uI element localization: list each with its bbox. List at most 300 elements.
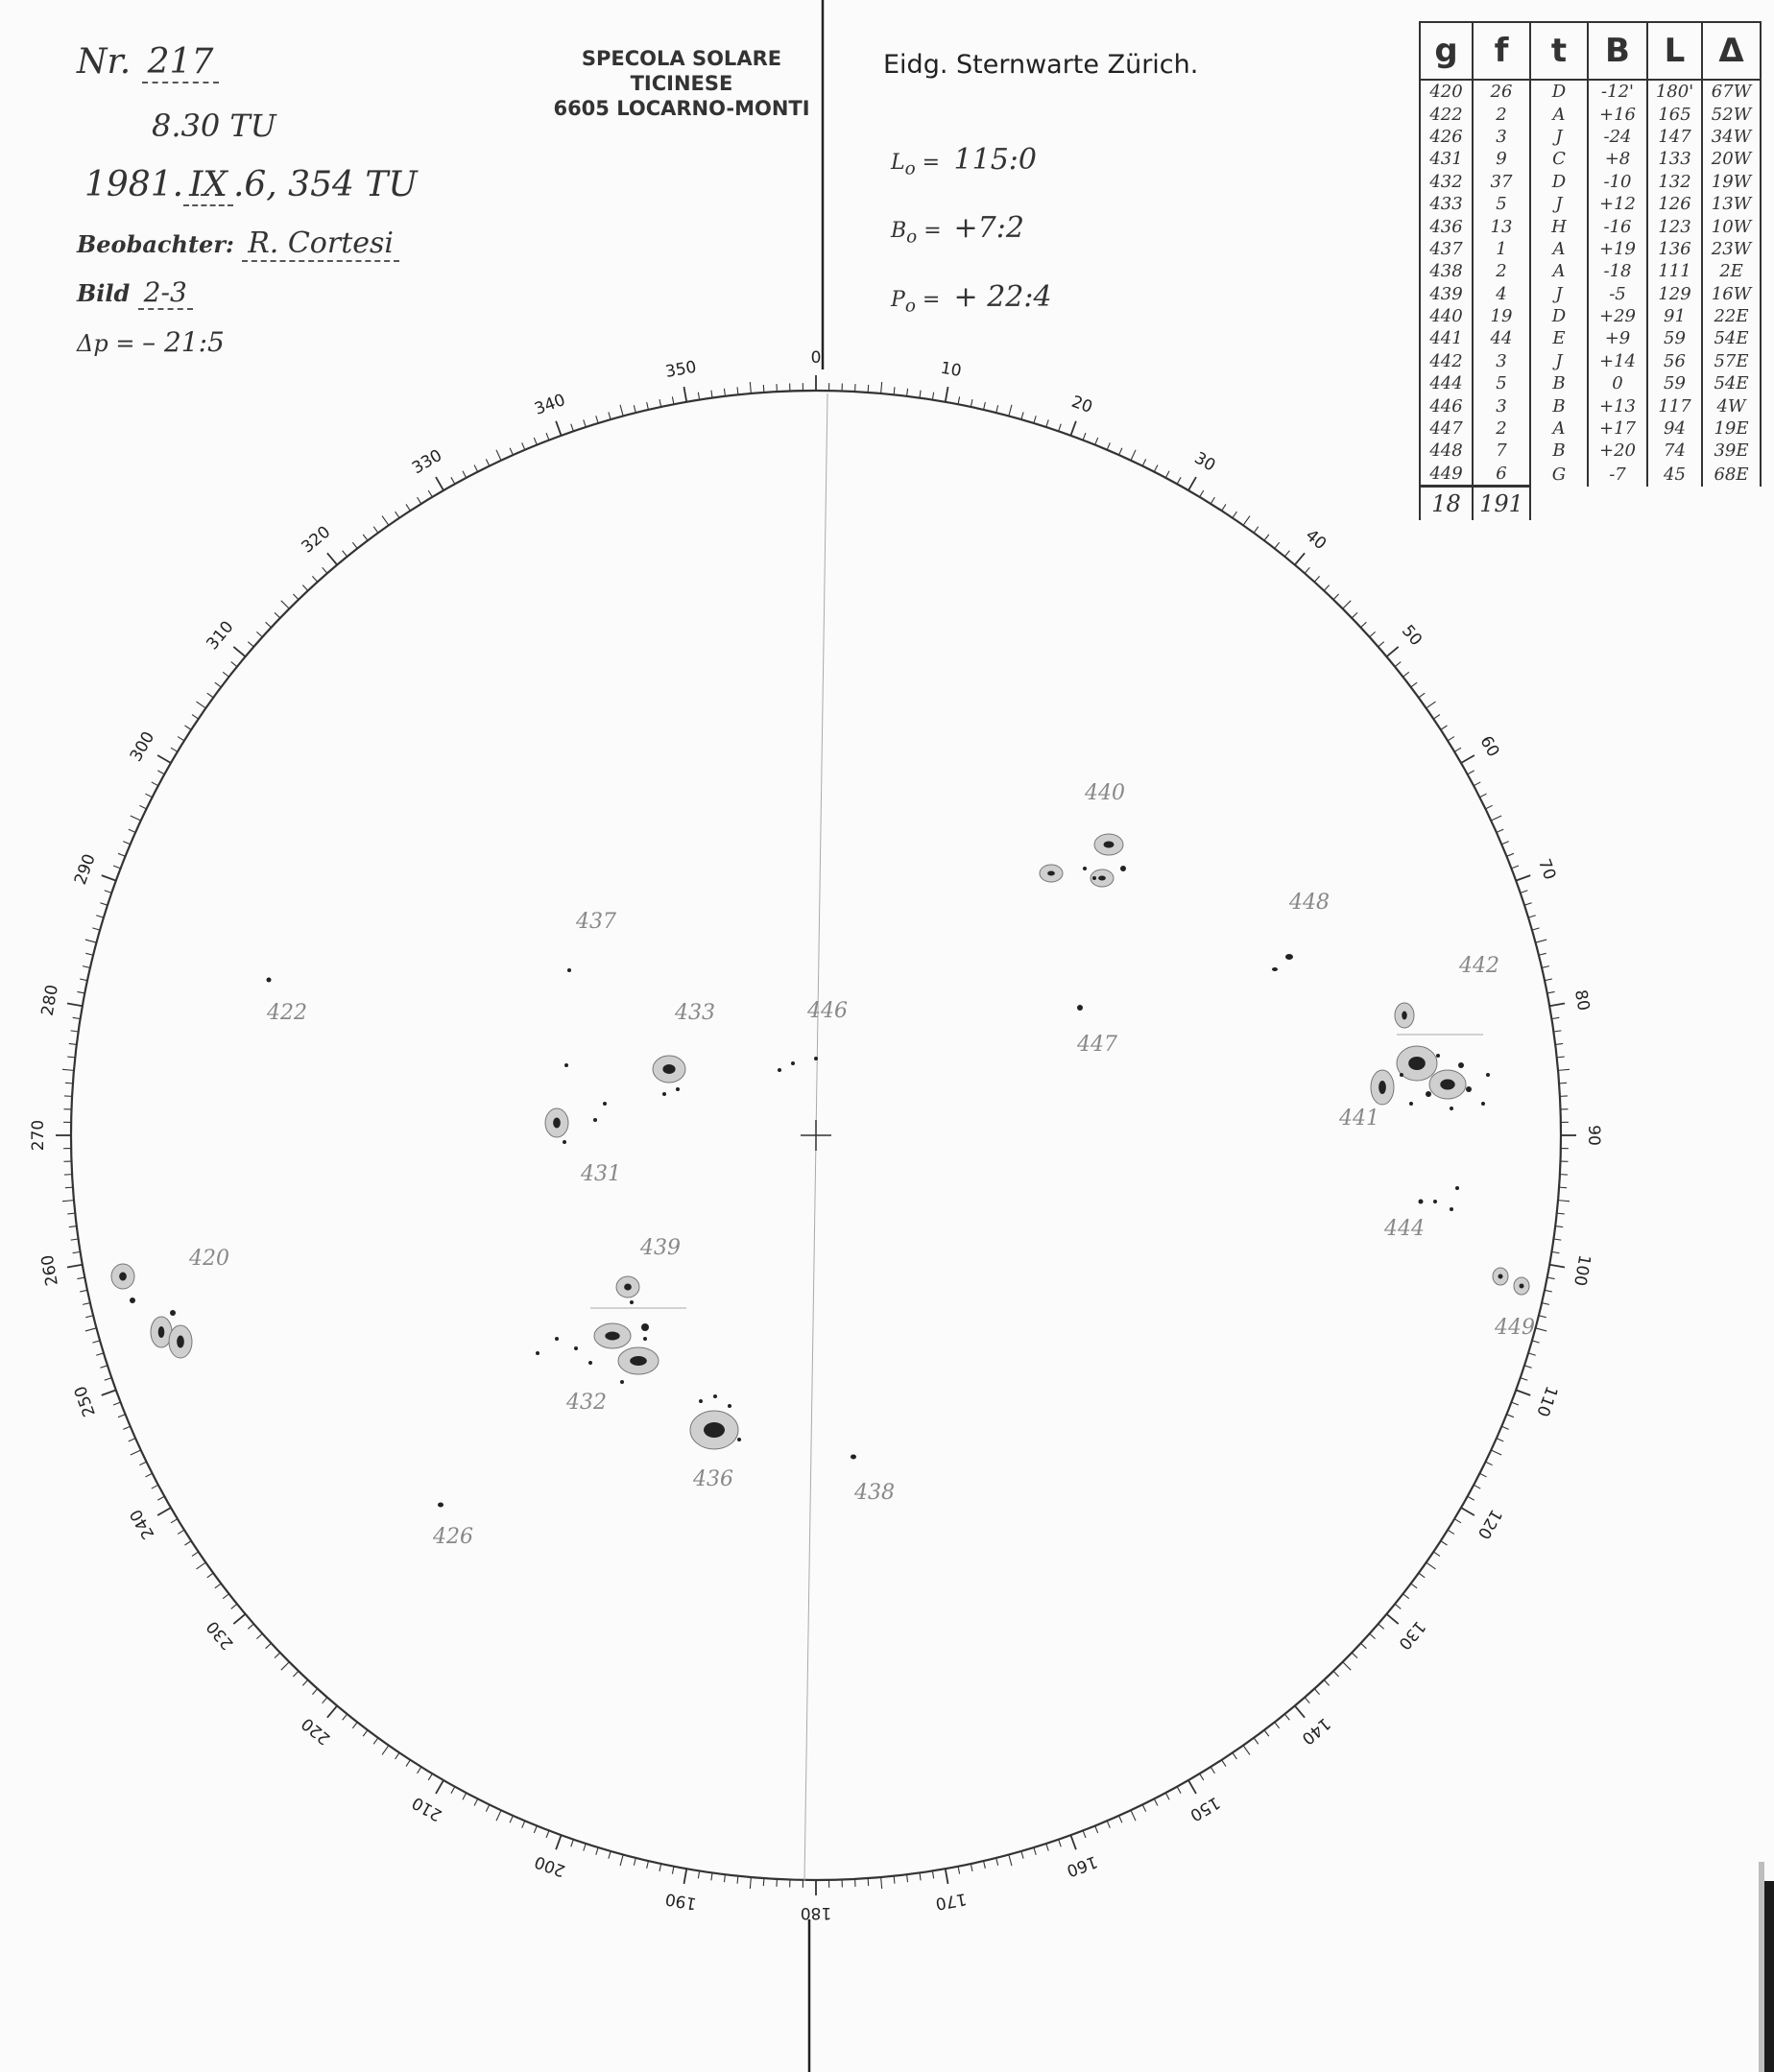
table-cell: D — [1530, 305, 1588, 327]
scale-tick — [620, 405, 623, 417]
scale-tick — [571, 1840, 574, 1847]
scale-tick — [1386, 1614, 1398, 1624]
scale-tick — [1264, 1730, 1269, 1736]
scale-tick — [131, 816, 141, 821]
delta-p-value: – 21:5 — [142, 326, 225, 358]
scale-tick — [620, 1855, 623, 1867]
table-cell: +29 — [1588, 305, 1647, 327]
table-cell: H — [1530, 215, 1588, 237]
scale-tick — [418, 497, 421, 504]
sunspot-umbra — [1047, 871, 1055, 876]
scale-tick — [67, 1003, 83, 1006]
scale-tick — [1177, 477, 1181, 484]
scale-tick — [312, 1689, 317, 1695]
table-cell: 2E — [1702, 260, 1761, 282]
scale-tick — [80, 1290, 87, 1292]
scale-tick — [1222, 1760, 1226, 1767]
scale-tick — [659, 1864, 661, 1871]
institution-line-1: SPECOLA SOLARE — [581, 47, 782, 70]
scale-label: 270 — [29, 1119, 48, 1152]
scale-tick — [67, 1213, 75, 1214]
table-cell: 2 — [1473, 417, 1530, 440]
scale-tick — [62, 1201, 74, 1202]
table-cell: J — [1530, 126, 1588, 148]
scale-tick — [396, 1752, 399, 1759]
scale-tick — [152, 1485, 158, 1489]
table-cell: 5 — [1473, 372, 1530, 394]
table-cell: J — [1530, 350, 1588, 372]
sunspot-group-label: 432 — [566, 1391, 607, 1415]
scale-tick — [382, 1746, 389, 1755]
scale-tick — [1352, 1653, 1357, 1658]
scale-tick — [1426, 1562, 1436, 1569]
delta-p-label: Δp = — [77, 330, 135, 357]
scale-label: 110 — [1532, 1383, 1562, 1419]
sunspot-umbra — [641, 1323, 649, 1331]
scale-tick — [1305, 567, 1309, 573]
scale-tick — [1378, 642, 1384, 647]
scale-tick — [1557, 1213, 1565, 1214]
sunspot-group-label: 420 — [189, 1247, 229, 1271]
scale-label: 140 — [1297, 1713, 1334, 1749]
scale-tick — [1542, 1303, 1549, 1305]
scale-tick — [1551, 1017, 1559, 1018]
sunspot-group-label: 422 — [267, 1001, 307, 1025]
scale-tick — [293, 1671, 299, 1677]
param-L0-sub: o — [904, 158, 916, 179]
table-total-cell: 18 — [1420, 487, 1473, 521]
sunspot-umbra — [574, 1346, 578, 1350]
scale-tick — [1485, 805, 1492, 809]
scale-tick — [192, 715, 199, 719]
scale-tick — [1009, 1855, 1012, 1867]
scale-tick — [382, 516, 389, 526]
scale-tick — [451, 1787, 455, 1794]
scale-tick — [1516, 875, 1530, 880]
scale-tick — [496, 450, 501, 461]
scale-tick — [1119, 448, 1122, 455]
scale-label: 10 — [939, 358, 964, 382]
scale-tick — [1243, 1746, 1250, 1755]
sunspot-umbra — [1120, 866, 1126, 871]
table-cell: -24 — [1588, 126, 1647, 148]
table-cell: 126 — [1647, 193, 1702, 215]
bild-value: 2-3 — [138, 276, 193, 310]
scale-tick — [1558, 1069, 1570, 1070]
scale-tick — [102, 1390, 116, 1394]
scale-tick — [1559, 1083, 1567, 1084]
scale-tick — [1361, 1643, 1367, 1648]
table-cell: 147 — [1647, 126, 1702, 148]
sunspot-group-label: 441 — [1339, 1107, 1379, 1131]
scale-tick — [123, 1426, 130, 1429]
scale-tick — [92, 928, 100, 930]
table-cell: 123 — [1647, 215, 1702, 237]
scale-tick — [113, 1402, 120, 1405]
sunspot-group-label: 449 — [1495, 1316, 1535, 1340]
scale-tick — [71, 1239, 79, 1240]
scale-tick — [634, 405, 635, 413]
table-cell: -16 — [1588, 215, 1647, 237]
scale-label: 70 — [1534, 856, 1560, 883]
sunspot-umbra — [536, 1351, 539, 1355]
scale-tick — [1021, 412, 1023, 419]
scale-tick — [1402, 672, 1408, 677]
scale-tick — [1188, 477, 1196, 490]
param-B0-sub: o — [906, 226, 918, 248]
sunspot-umbra — [1486, 1073, 1490, 1077]
table-cell: 23W — [1702, 238, 1761, 260]
sunspot-umbra — [1104, 842, 1115, 848]
scale-tick — [73, 1251, 81, 1252]
scale-tick — [184, 726, 191, 729]
table-cell: +19 — [1588, 238, 1647, 260]
scale-tick — [67, 1265, 83, 1268]
scale-tick — [100, 903, 108, 905]
table-cell: -10 — [1588, 171, 1647, 193]
scale-tick — [85, 953, 93, 955]
sunspot-umbra — [119, 1273, 127, 1281]
scale-label: 0 — [810, 348, 822, 368]
scale-tick — [352, 542, 357, 548]
param-L0: $L_o$ = 115:0 — [891, 143, 1038, 179]
scale-tick — [1370, 1633, 1376, 1638]
scale-tick — [1021, 1851, 1023, 1859]
sunspot-umbra — [1455, 1186, 1459, 1190]
sunspot-umbra — [555, 1337, 559, 1341]
scale-tick — [647, 402, 649, 410]
table-cell: 2 — [1473, 103, 1530, 125]
scale-tick — [178, 737, 184, 741]
table-cell: 37 — [1473, 171, 1530, 193]
scale-tick — [971, 1864, 972, 1871]
date-year: 1981 — [84, 165, 173, 204]
scale-tick — [178, 1530, 184, 1534]
table-cell: 165 — [1647, 103, 1702, 125]
scale-tick — [1433, 715, 1440, 719]
scale-tick — [157, 771, 164, 774]
scale-label: 150 — [1186, 1792, 1224, 1825]
table-cell: 16W — [1702, 283, 1761, 305]
scale-tick — [1497, 1439, 1503, 1441]
sunspot-umbra — [563, 1140, 566, 1144]
scale-tick — [406, 1760, 410, 1767]
table-cell: 5 — [1473, 193, 1530, 215]
param-L0-value: 115:0 — [953, 143, 1038, 177]
scale-tick — [223, 1594, 228, 1599]
sunspot-umbra — [1092, 876, 1096, 880]
scale-tick — [233, 1614, 245, 1624]
table-cell: 13 — [1473, 215, 1530, 237]
scale-tick — [83, 966, 90, 968]
sunspot-umbra — [1378, 1081, 1386, 1094]
scale-tick — [1542, 966, 1549, 968]
table-cell: B — [1530, 372, 1588, 394]
table-cell: 449 — [1420, 463, 1473, 487]
scale-tick — [1536, 1328, 1547, 1331]
table-cell: +16 — [1588, 103, 1647, 125]
scale-tick — [510, 1816, 513, 1822]
scale-tick — [584, 419, 586, 427]
scale-label: 200 — [532, 1851, 568, 1881]
sunspot-umbra — [1083, 867, 1087, 870]
scale-tick — [80, 979, 87, 981]
sunspot-umbra — [1419, 1200, 1424, 1204]
sunspot-umbra — [1450, 1207, 1453, 1211]
sunspot-umbra — [728, 1404, 731, 1408]
scale-label: 40 — [1301, 525, 1330, 555]
sunspot-umbra — [1520, 1284, 1524, 1289]
table-cell: 20W — [1702, 148, 1761, 170]
table-cell: 94 — [1647, 417, 1702, 440]
sunspot-umbra — [630, 1356, 647, 1366]
date-month: IX — [183, 165, 233, 206]
scale-tick — [1551, 1251, 1559, 1252]
sunspot-umbra — [158, 1326, 165, 1338]
sunspot-umbra — [1498, 1274, 1503, 1279]
table-cell: C — [1530, 148, 1588, 170]
scale-tick — [145, 794, 152, 798]
scale-tick — [534, 1825, 537, 1832]
scale-tick — [1386, 647, 1398, 656]
sunspot-umbra — [170, 1310, 176, 1316]
sunspot-umbra — [704, 1422, 725, 1438]
scale-tick — [1511, 1402, 1518, 1405]
scale-tick — [323, 1698, 327, 1703]
scale-tick — [139, 1462, 146, 1465]
scale-tick — [363, 535, 368, 540]
scale-tick — [1119, 1816, 1122, 1822]
scale-tick — [724, 389, 725, 396]
scale-label: 180 — [800, 1903, 832, 1922]
table-cell: J — [1530, 193, 1588, 215]
scale-tick — [197, 702, 206, 708]
scale-tick — [868, 1878, 869, 1886]
scale-tick — [1222, 504, 1226, 511]
scale-tick — [1165, 1793, 1169, 1799]
table-cell: -18 — [1588, 260, 1647, 282]
scale-tick — [1454, 748, 1461, 751]
scale-tick — [171, 1519, 178, 1523]
scale-label: 210 — [408, 1792, 446, 1825]
sunspot-umbra — [643, 1337, 647, 1341]
sunspot-umbra — [1426, 1091, 1431, 1097]
table-total-cell: 191 — [1473, 487, 1530, 521]
scale-tick — [920, 1872, 921, 1880]
scale-tick — [1448, 737, 1454, 741]
scale-tick — [233, 647, 245, 656]
scale-tick — [1352, 612, 1357, 618]
sunspot-umbra — [588, 1361, 592, 1365]
scale-tick — [958, 1867, 960, 1874]
param-P0-label: P — [891, 287, 905, 312]
table-cell: 4W — [1702, 394, 1761, 417]
scale-tick — [868, 385, 869, 393]
table-cell: 52W — [1702, 103, 1761, 125]
sunspot-umbra — [553, 1118, 561, 1129]
scale-tick — [1545, 1290, 1552, 1292]
sunspot-umbra — [564, 1063, 568, 1067]
observatory-name: Eidg. Sternwarte Zürich. — [883, 50, 1199, 80]
scale-tick — [1547, 1277, 1555, 1279]
scale-tick — [77, 1277, 84, 1279]
scale-tick — [113, 866, 120, 869]
scale-tick — [1555, 1043, 1563, 1044]
scale-tick — [996, 405, 998, 413]
scale-tick — [1059, 1840, 1062, 1847]
scale-tick — [85, 1316, 93, 1318]
scale-tick — [1264, 535, 1269, 540]
table-cell: D — [1530, 171, 1588, 193]
table-cell: 129 — [1647, 283, 1702, 305]
scale-tick — [1461, 1508, 1474, 1515]
scale-tick — [1553, 1031, 1561, 1032]
scale-tick — [1177, 1787, 1181, 1794]
scale-tick — [1532, 1341, 1540, 1343]
scale-tick — [996, 1858, 998, 1866]
scale-tick — [1188, 1780, 1196, 1794]
scale-tick — [1461, 755, 1474, 763]
scale-tick — [1034, 416, 1036, 423]
scale-tick — [1131, 450, 1136, 461]
table-cell: -12' — [1588, 80, 1647, 103]
scale-tick — [1295, 1705, 1305, 1717]
scale-tick — [1532, 928, 1540, 930]
scale-tick — [1211, 1767, 1214, 1774]
scale-label: 30 — [1190, 448, 1219, 476]
sheet-number-label: Nr. — [77, 42, 132, 82]
table-cell: 34W — [1702, 126, 1761, 148]
scale-tick — [275, 612, 280, 618]
scale-tick — [984, 402, 986, 410]
table-cell: +20 — [1588, 440, 1647, 462]
scale-tick — [1474, 1485, 1480, 1489]
scale-tick — [231, 1604, 237, 1608]
table-cell: B — [1530, 440, 1588, 462]
scale-label: 290 — [70, 851, 100, 888]
scale-tick — [1479, 794, 1486, 798]
table-cell: +14 — [1588, 350, 1647, 372]
scale-tick — [946, 387, 948, 402]
scale-tick — [129, 829, 135, 832]
table-cell: 446 — [1420, 394, 1473, 417]
scale-tick — [634, 1858, 635, 1866]
disk-center-cross — [801, 1120, 831, 1151]
scale-tick — [609, 1851, 611, 1859]
scale-tick — [1142, 459, 1146, 465]
scale-label: 190 — [663, 1889, 699, 1914]
scale-tick — [1411, 1584, 1417, 1588]
col-header-f: f — [1473, 22, 1530, 80]
table-cell: 19W — [1702, 171, 1761, 193]
scale-tick — [763, 1878, 764, 1886]
table-cell: 3 — [1473, 394, 1530, 417]
scale-tick — [1547, 991, 1555, 993]
table-cell: 39E — [1702, 440, 1761, 462]
scale-tick — [737, 387, 738, 394]
scale-tick — [711, 391, 712, 398]
scale-tick — [546, 1830, 549, 1837]
table-cell: 54E — [1702, 372, 1761, 394]
table-cell: 6 — [1473, 463, 1530, 487]
scale-tick — [1395, 1604, 1401, 1608]
table-cell: 440 — [1420, 305, 1473, 327]
scale-tick — [698, 393, 699, 400]
scale-tick — [139, 805, 146, 809]
scale-tick — [1501, 842, 1508, 845]
scale-tick — [1131, 1810, 1136, 1821]
scale-tick — [1275, 1722, 1280, 1727]
scale-tick — [118, 853, 125, 856]
scale-tick — [83, 1303, 90, 1305]
scale-tick — [1254, 527, 1259, 533]
sunspot-group-label: 440 — [1085, 781, 1125, 805]
param-L0-label: L — [891, 151, 905, 175]
table-cell: 436 — [1420, 215, 1473, 237]
table-cell: 10W — [1702, 215, 1761, 237]
sunspot-group-label: 426 — [433, 1525, 473, 1549]
sunspot-umbra — [1409, 1102, 1413, 1106]
scale-tick — [1468, 771, 1474, 774]
table-cell: 13W — [1702, 193, 1761, 215]
sunspot-umbra — [851, 1455, 856, 1460]
table-cell: 9 — [1473, 148, 1530, 170]
table-cell: 117 — [1647, 394, 1702, 417]
table-cell: 45 — [1647, 463, 1702, 487]
scale-tick — [231, 662, 237, 667]
scale-tick — [1305, 1698, 1309, 1703]
scale-tick — [1524, 903, 1532, 905]
scale-tick — [1314, 1689, 1319, 1695]
scale-tick — [184, 1541, 191, 1545]
scale-tick — [327, 553, 337, 564]
sunspot-group-label: 433 — [675, 1001, 715, 1025]
sunspot-umbra — [130, 1298, 135, 1303]
scale-tick — [1095, 1825, 1098, 1832]
scale-tick — [1254, 1738, 1259, 1744]
scale-tick — [1378, 1624, 1384, 1629]
table-cell: 431 — [1420, 148, 1473, 170]
scale-tick — [302, 585, 307, 591]
table-cell: 0 — [1588, 372, 1647, 394]
scale-tick — [1497, 829, 1503, 832]
scale-tick — [152, 782, 158, 786]
scale-tick — [683, 1869, 686, 1884]
sunspot-umbra — [1098, 876, 1106, 881]
sunspot-umbra — [1400, 1073, 1403, 1077]
scale-label: 20 — [1068, 392, 1095, 417]
scale-tick — [1361, 622, 1367, 627]
table-cell: 56 — [1647, 350, 1702, 372]
sunspot-umbra — [438, 1503, 444, 1508]
scale-tick — [659, 399, 661, 407]
scale-tick — [105, 891, 112, 893]
table-cell: 133 — [1647, 148, 1702, 170]
scale-tick — [1200, 1774, 1204, 1780]
sunspot-umbra — [1402, 1012, 1407, 1020]
scale-tick — [396, 512, 399, 518]
scale-tick — [256, 631, 262, 636]
scale-tick — [496, 1810, 501, 1821]
scale-tick — [1154, 464, 1158, 471]
param-P0: $P_o$ = + 22:4 — [891, 279, 1052, 317]
scale-tick — [907, 389, 908, 396]
scale-tick — [1419, 1573, 1425, 1578]
scale-tick — [596, 1847, 598, 1855]
observation-time: 8.30 TU — [152, 107, 276, 144]
scale-tick — [1395, 662, 1401, 667]
scale-tick — [1491, 1450, 1501, 1455]
